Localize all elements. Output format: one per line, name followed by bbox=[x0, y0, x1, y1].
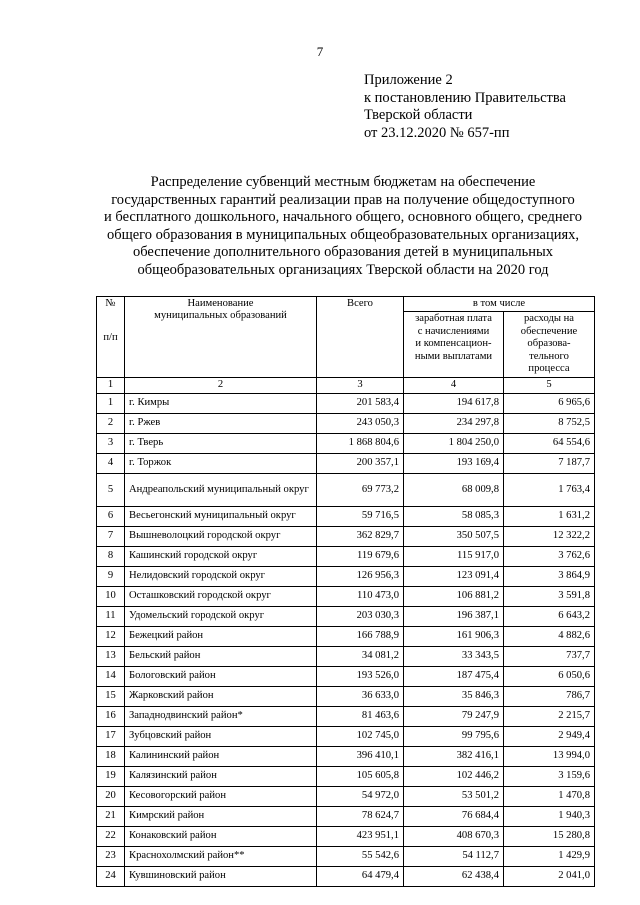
header-municipality: Наименование муниципальных образований bbox=[125, 297, 317, 378]
row-number: 23 bbox=[97, 846, 125, 866]
salary-amount: 33 343,5 bbox=[404, 646, 504, 666]
row-number: 10 bbox=[97, 586, 125, 606]
municipality-name: Западнодвинский район* bbox=[125, 706, 317, 726]
salary-amount: 76 684,4 bbox=[404, 806, 504, 826]
row-number: 21 bbox=[97, 806, 125, 826]
row-number: 9 bbox=[97, 566, 125, 586]
column-number-row bbox=[97, 377, 595, 393]
total-amount: 423 951,1 bbox=[317, 826, 404, 846]
table-row bbox=[97, 866, 595, 886]
municipality-name: Удомельский городской округ bbox=[125, 606, 317, 626]
annex-region: Тверской области bbox=[364, 107, 473, 123]
expense-amount: 3 762,6 bbox=[504, 546, 595, 566]
salary-amount: 193 169,4 bbox=[404, 453, 504, 473]
table-row bbox=[97, 526, 595, 546]
table-row bbox=[97, 393, 595, 413]
header-expenses: расходы на обеспечение образова- тельного процесса bbox=[504, 312, 595, 378]
row-number: 14 bbox=[97, 666, 125, 686]
expense-amount: 1 940,3 bbox=[504, 806, 595, 826]
municipality-name: Кимрский район bbox=[125, 806, 317, 826]
expense-amount: 7 187,7 bbox=[504, 453, 595, 473]
header-number: № п/п bbox=[97, 297, 125, 378]
municipality-name: Кувшиновский район bbox=[125, 866, 317, 886]
table-row bbox=[97, 546, 595, 566]
page-number: 7 bbox=[316, 44, 324, 59]
row-number: 6 bbox=[97, 506, 125, 526]
table-row bbox=[97, 826, 595, 846]
row-number: 13 bbox=[97, 646, 125, 666]
municipality-name: Жарковский район bbox=[125, 686, 317, 706]
municipality-name: г. Ржев bbox=[125, 413, 317, 433]
expense-amount: 1 429,9 bbox=[504, 846, 595, 866]
municipality-name: г. Торжок bbox=[125, 453, 317, 473]
municipality-name: Бологовский район bbox=[125, 666, 317, 686]
salary-amount: 187 475,4 bbox=[404, 666, 504, 686]
expense-amount: 12 322,2 bbox=[504, 526, 595, 546]
table-row bbox=[97, 586, 595, 606]
row-number: 4 bbox=[97, 453, 125, 473]
row-number: 8 bbox=[97, 546, 125, 566]
total-amount: 36 633,0 bbox=[317, 686, 404, 706]
expense-amount: 6 050,6 bbox=[504, 666, 595, 686]
total-amount: 201 583,4 bbox=[317, 393, 404, 413]
municipality-name: Кашинский городской округ bbox=[125, 546, 317, 566]
salary-amount: 234 297,8 bbox=[404, 413, 504, 433]
municipality-name: Калининский район bbox=[125, 746, 317, 766]
total-amount: 55 542,6 bbox=[317, 846, 404, 866]
total-amount: 243 050,3 bbox=[317, 413, 404, 433]
municipality-name: г. Кимры bbox=[125, 393, 317, 413]
table-row bbox=[97, 453, 595, 473]
table-row bbox=[97, 606, 595, 626]
salary-amount: 106 881,2 bbox=[404, 586, 504, 606]
salary-amount: 53 501,2 bbox=[404, 786, 504, 806]
column-number: 1 bbox=[97, 377, 125, 393]
total-amount: 193 526,0 bbox=[317, 666, 404, 686]
total-amount: 110 473,0 bbox=[317, 586, 404, 606]
table-row bbox=[97, 566, 595, 586]
salary-amount: 350 507,5 bbox=[404, 526, 504, 546]
expense-amount: 3 591,8 bbox=[504, 586, 595, 606]
title-line: и бесплатного дошкольного, начального общего, основного общего, среднего bbox=[104, 209, 582, 226]
salary-amount: 382 416,1 bbox=[404, 746, 504, 766]
row-number: 20 bbox=[97, 786, 125, 806]
salary-amount: 1 804 250,0 bbox=[404, 433, 504, 453]
municipality-name: Нелидовский городской округ bbox=[125, 566, 317, 586]
row-number: 22 bbox=[97, 826, 125, 846]
municipality-name: Андреапольский муниципальный округ bbox=[125, 473, 317, 506]
salary-amount: 408 670,3 bbox=[404, 826, 504, 846]
total-amount: 1 868 804,6 bbox=[317, 433, 404, 453]
total-amount: 34 081,2 bbox=[317, 646, 404, 666]
salary-amount: 123 091,4 bbox=[404, 566, 504, 586]
title-line: Распределение субвенций местным бюджетам на обеспечение bbox=[150, 174, 536, 190]
total-amount: 166 788,9 bbox=[317, 626, 404, 646]
table-row bbox=[97, 473, 595, 506]
municipality-name: Бежецкий район bbox=[125, 626, 317, 646]
total-amount: 69 773,2 bbox=[317, 473, 404, 506]
table-row bbox=[97, 806, 595, 826]
municipality-name: Бельский район bbox=[125, 646, 317, 666]
annex-resolution: к постановлению Правительства bbox=[364, 89, 566, 106]
expense-amount: 6 643,2 bbox=[504, 606, 595, 626]
total-amount: 105 605,8 bbox=[317, 766, 404, 786]
salary-amount: 68 009,8 bbox=[404, 473, 504, 506]
salary-amount: 102 446,2 bbox=[404, 766, 504, 786]
document-title bbox=[80, 174, 606, 280]
expense-amount: 15 280,8 bbox=[504, 826, 595, 846]
expense-amount: 737,7 bbox=[504, 646, 595, 666]
header-including: в том числе bbox=[404, 297, 595, 312]
municipality-name: Весьегонский муниципальный округ bbox=[125, 506, 317, 526]
annex-date-number: от 23.12.2020 № 657-пп bbox=[364, 124, 510, 141]
row-number: 17 bbox=[97, 726, 125, 746]
salary-amount: 62 438,4 bbox=[404, 866, 504, 886]
table-row bbox=[97, 413, 595, 433]
table-body bbox=[97, 393, 595, 886]
annex-title: Приложение 2 bbox=[364, 72, 453, 88]
table-row bbox=[97, 646, 595, 666]
municipality-name: Краснохолмский район** bbox=[125, 846, 317, 866]
row-number: 18 bbox=[97, 746, 125, 766]
table-row bbox=[97, 433, 595, 453]
expense-amount: 786,7 bbox=[504, 686, 595, 706]
total-amount: 126 956,3 bbox=[317, 566, 404, 586]
column-number: 4 bbox=[404, 377, 504, 393]
municipality-name: Кесовогорский район bbox=[125, 786, 317, 806]
total-amount: 54 972,0 bbox=[317, 786, 404, 806]
expense-amount: 1 763,4 bbox=[504, 473, 595, 506]
table-row bbox=[97, 706, 595, 726]
total-amount: 203 030,3 bbox=[317, 606, 404, 626]
expense-amount: 3 864,9 bbox=[504, 566, 595, 586]
municipality-name: Калязинский район bbox=[125, 766, 317, 786]
row-number: 11 bbox=[97, 606, 125, 626]
column-number: 2 bbox=[125, 377, 317, 393]
expense-amount: 1 470,8 bbox=[504, 786, 595, 806]
salary-amount: 58 085,3 bbox=[404, 506, 504, 526]
municipality-name: Осташковский городской округ bbox=[125, 586, 317, 606]
table-header-row bbox=[97, 297, 595, 312]
municipality-name: Зубцовский район bbox=[125, 726, 317, 746]
column-number: 3 bbox=[317, 377, 404, 393]
table-row bbox=[97, 746, 595, 766]
column-number: 5 bbox=[504, 377, 595, 393]
row-number: 24 bbox=[97, 866, 125, 886]
expense-amount: 2 041,0 bbox=[504, 866, 595, 886]
municipality-name: Вышневолоцкий городской округ bbox=[125, 526, 317, 546]
title-line: обеспечение дополнительного образования детей в муниципальных bbox=[132, 244, 554, 261]
title-line: государственных гарантий реализации прав на получение общедоступного bbox=[111, 191, 575, 208]
expense-amount: 4 882,6 bbox=[504, 626, 595, 646]
expense-amount: 6 965,6 bbox=[504, 393, 595, 413]
salary-amount: 194 617,8 bbox=[404, 393, 504, 413]
salary-amount: 54 112,7 bbox=[404, 846, 504, 866]
title-line: общеобразовательных организациях Тверской области на 2020 год bbox=[137, 261, 549, 278]
expense-amount: 64 554,6 bbox=[504, 433, 595, 453]
row-number: 2 bbox=[97, 413, 125, 433]
row-number: 7 bbox=[97, 526, 125, 546]
distribution-table bbox=[96, 296, 595, 887]
total-amount: 64 479,4 bbox=[317, 866, 404, 886]
table-row bbox=[97, 666, 595, 686]
row-number: 16 bbox=[97, 706, 125, 726]
row-number: 19 bbox=[97, 766, 125, 786]
table-row bbox=[97, 626, 595, 646]
total-amount: 119 679,6 bbox=[317, 546, 404, 566]
expense-amount: 8 752,5 bbox=[504, 413, 595, 433]
table-row bbox=[97, 686, 595, 706]
row-number: 12 bbox=[97, 626, 125, 646]
expense-amount: 3 159,6 bbox=[504, 766, 595, 786]
municipality-name: г. Тверь bbox=[125, 433, 317, 453]
expense-amount: 2 215,7 bbox=[504, 706, 595, 726]
table-row bbox=[97, 726, 595, 746]
total-amount: 81 463,6 bbox=[317, 706, 404, 726]
salary-amount: 99 795,6 bbox=[404, 726, 504, 746]
salary-amount: 79 247,9 bbox=[404, 706, 504, 726]
salary-amount: 35 846,3 bbox=[404, 686, 504, 706]
total-amount: 396 410,1 bbox=[317, 746, 404, 766]
table-row bbox=[97, 786, 595, 806]
annex-block bbox=[364, 72, 566, 142]
row-number: 1 bbox=[97, 393, 125, 413]
expense-amount: 13 994,0 bbox=[504, 746, 595, 766]
table-row bbox=[97, 846, 595, 866]
row-number: 3 bbox=[97, 433, 125, 453]
salary-amount: 196 387,1 bbox=[404, 606, 504, 626]
expense-amount: 1 631,2 bbox=[504, 506, 595, 526]
total-amount: 200 357,1 bbox=[317, 453, 404, 473]
expense-amount: 2 949,4 bbox=[504, 726, 595, 746]
municipality-name: Конаковский район bbox=[125, 826, 317, 846]
row-number: 15 bbox=[97, 686, 125, 706]
table-row bbox=[97, 766, 595, 786]
salary-amount: 115 917,0 bbox=[404, 546, 504, 566]
title-line: общего образования в муниципальных общеобразовательных организациях, bbox=[106, 226, 580, 243]
total-amount: 362 829,7 bbox=[317, 526, 404, 546]
salary-amount: 161 906,3 bbox=[404, 626, 504, 646]
row-number: 5 bbox=[97, 473, 125, 506]
total-amount: 102 745,0 bbox=[317, 726, 404, 746]
total-amount: 78 624,7 bbox=[317, 806, 404, 826]
header-total: Всего bbox=[317, 297, 404, 378]
table-row bbox=[97, 506, 595, 526]
header-salary: заработная плата с начислениями и компенсацион- ными выплатами bbox=[404, 312, 504, 378]
total-amount: 59 716,5 bbox=[317, 506, 404, 526]
